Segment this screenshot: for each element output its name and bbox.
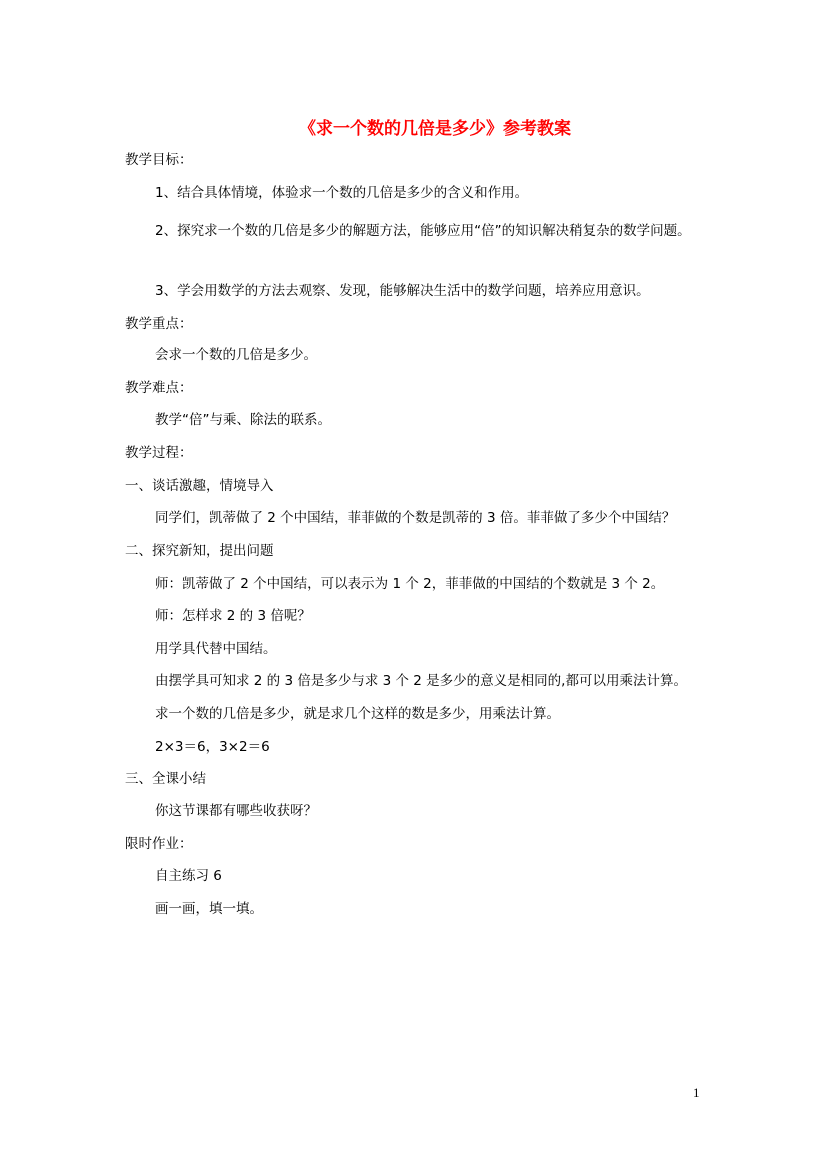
page-number: 1 xyxy=(693,1085,700,1100)
section-2-text-5: 求一个数的几倍是多少，就是求几个这样的数是多少，用乘法计算。 xyxy=(155,706,560,722)
key-point-text: 会求一个数的几倍是多少。 xyxy=(155,347,317,363)
document-title: 《求一个数的几倍是多少》参考教案 xyxy=(299,119,571,139)
heading-key-points: 教学重点： xyxy=(125,316,193,332)
homework-item-2: 画一画，填一填。 xyxy=(155,901,263,917)
homework-item-1: 自主练习 6 xyxy=(155,868,222,884)
objective-2: 2、探究求一个数的几倍是多少的解题方法，能够应用“倍”的知识解决稍复杂的数学问题。 xyxy=(155,223,691,239)
section-2-equation: 2×3＝6，3×2＝6 xyxy=(155,739,270,755)
heading-difficult-points: 教学难点： xyxy=(125,380,193,396)
section-3-text: 你这节课都有哪些收获呀？ xyxy=(155,803,317,819)
heading-teaching-process: 教学过程： xyxy=(125,445,193,461)
section-2-text-3: 用学具代替中国结。 xyxy=(155,641,277,657)
objective-1: 1、结合具体情境，体验求一个数的几倍是多少的含义和作用。 xyxy=(155,185,529,201)
section-1-text: 同学们，凯蒂做了 2 个中国结，菲菲做的个数是凯蒂的 3 倍。菲菲做了多少个中国结？ xyxy=(155,510,676,526)
section-2-text-4: 由摆学具可知求 2 的 3 倍是多少与求 3 个 2 是多少的意义是相同的,都可以用乘法计算。 xyxy=(155,673,687,689)
heading-homework: 限时作业： xyxy=(125,836,193,852)
section-1-heading: 一、谈话激趣，情境导入 xyxy=(125,478,274,494)
section-2-heading: 二、探究新知，提出问题 xyxy=(125,543,274,559)
section-3-heading: 三、全课小结 xyxy=(125,771,206,787)
difficult-point-text: 教学“倍”与乘、除法的联系。 xyxy=(155,412,331,428)
objective-3: 3、学会用数学的方法去观察、发现，能够解决生活中的数学问题，培养应用意识。 xyxy=(155,283,650,299)
section-2-text-1: 师：凯蒂做了 2 个中国结，可以表示为 1 个 2，菲菲做的中国结的个数就是 3 个 2。 xyxy=(155,576,665,592)
heading-teaching-objectives: 教学目标： xyxy=(125,152,193,168)
section-2-text-2: 师：怎样求 2 的 3 倍呢？ xyxy=(155,608,311,624)
